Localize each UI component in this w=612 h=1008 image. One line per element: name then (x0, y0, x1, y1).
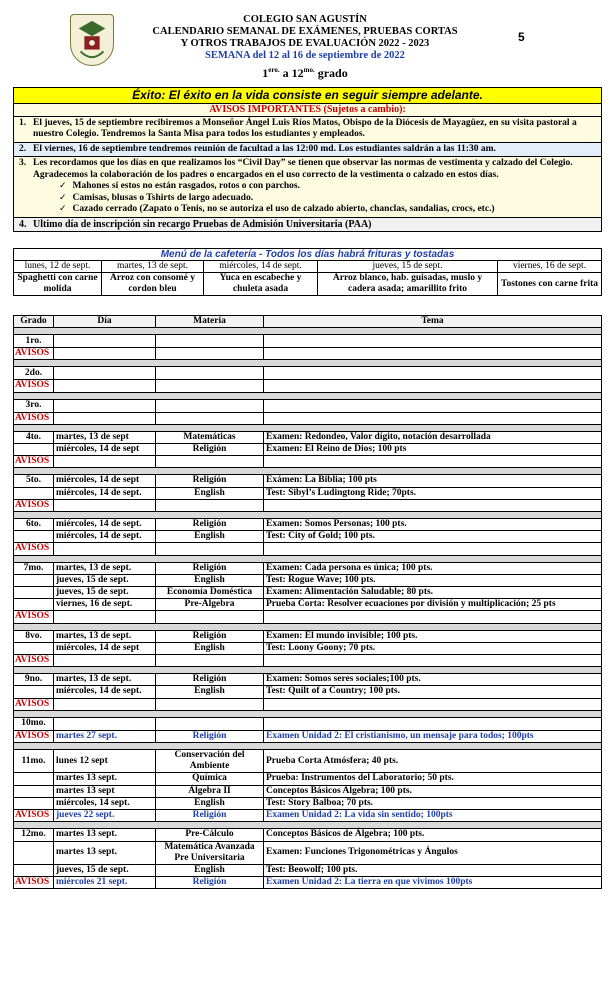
avisos-label: AVISOS (14, 348, 54, 360)
dia-cell (54, 367, 156, 380)
column-header-dia: Día (54, 316, 156, 328)
avisos-materia-cell (156, 655, 264, 667)
tema-cell: Prueba Corta: Resolver ecuaciones por división y multiplicación; 25 pts (264, 599, 602, 611)
avisos-row (14, 543, 602, 555)
avisos-row (14, 655, 602, 667)
grade-cell: 4to. (14, 431, 54, 443)
tema-cell: Test: Beowolf; 100 pts. (264, 864, 602, 876)
cafeteria-menu-table (13, 248, 602, 296)
announcements-title: AVISOS IMPORTANTES (Sujetos a cambio): (14, 104, 601, 117)
grade-cell (14, 531, 54, 543)
avisos-row (14, 348, 602, 360)
avisos-row (14, 877, 602, 889)
week-range: SEMANA del 12 al 16 de septiembre de 2022 (205, 50, 405, 61)
grade-cell (14, 864, 54, 876)
tema-cell: Examen: Alimentación Saludable; 80 pts. (264, 587, 602, 599)
grade-cell (14, 599, 54, 611)
avisos-tema-cell (264, 611, 602, 623)
dia-cell: jueves, 15 de sept. (54, 587, 156, 599)
tema-cell: Examen: Cada persona es única; 100 pts. (264, 562, 602, 574)
materia-cell: Religión (156, 562, 264, 574)
announcement-item: 3. Les recordamos que los días en que realizamos los “Civil Day” se tienen que observar las normas de vestimenta y calzado del Colegio. Agradecemos la colaboración de los padres o encargados en el uso correcto de la vestimenta o calzado en estos días. ✓ Mahones si estos no están rasgados, rotos o con parchos. ✓ Camisas, blusas o Tshirts de largo adecuado. ✓ Cazado cerrado (Zapato o Tenis, no se autoriza el uso de calzado abierto, chanclas, sandalias, crocs, etc.) (14, 157, 601, 218)
announcement-item: 4. Ultimo día de inscripción sin recargo Pruebas de Admisión Universitaria (PAA) (14, 218, 601, 232)
grade-cell: 7mo. (14, 562, 54, 574)
tema-cell: Examen: Somos Personas; 100 pts. (264, 519, 602, 531)
avisos-tema-cell (264, 412, 602, 424)
announcement-item: 2. El viernes, 16 de septiembre tendremos reunión de facultad a las 12:00 md. Los estudiantes saldrán a las 11:30 am. (14, 143, 601, 158)
tema-cell: Examen: El Reino de Dios; 100 pts (264, 444, 602, 456)
grade-cell (14, 642, 54, 654)
dia-cell: martes, 13 de sept. (54, 674, 156, 686)
grade-cell (14, 487, 54, 499)
avisos-row (14, 611, 602, 623)
materia-cell: Álgebra II (156, 785, 264, 797)
avisos-materia-cell (156, 611, 264, 623)
table-row (14, 562, 602, 574)
table-row (14, 686, 602, 698)
header-line-3: Y OTROS TRABAJOS DE EVALUACIÓN 2022 - 2023 (180, 38, 430, 49)
table-row (14, 431, 602, 443)
announcement-item: 1. El jueves, 15 de septiembre recibiremos a Monseñor Ángel Luis Ríos Matos, Obispo de la Diócesis de Mayagüez, en su visita pastoral a nuestro Colegio. Tendremos la Santa Misa para todos los estudiantes y empleados. (14, 117, 601, 143)
grade-separator (14, 822, 602, 829)
grade-cell (14, 686, 54, 698)
menu-meal: Yuca en escabeche y chuleta asada (204, 273, 318, 296)
table-row (14, 841, 602, 864)
grade-separator (14, 623, 602, 630)
table-row (14, 674, 602, 686)
materia-cell: Matemática Avanzada Pre Universitaria (156, 841, 264, 864)
grade-cell: 5to. (14, 475, 54, 487)
materia-cell: Religión (156, 444, 264, 456)
check-list-item: ✓ Mahones si estos no están rasgados, rotos o con parchos. (59, 181, 597, 193)
check-list-item: ✓ Cazado cerrado (Zapato o Tenis, no se autoriza el uso de calzado abierto, chanclas, sandalias, crocs, etc.) (59, 204, 597, 216)
avisos-tema-cell (264, 655, 602, 667)
crest-emblem-icon (71, 15, 113, 65)
avisos-tema-cell (264, 456, 602, 468)
avisos-label: AVISOS (14, 655, 54, 667)
avisos-dia-cell (54, 611, 156, 623)
grade-cell: 1ro. (14, 335, 54, 348)
grade-cell: 8vo. (14, 630, 54, 642)
table-row (14, 487, 602, 499)
dia-cell: viernes, 16 de sept. (54, 599, 156, 611)
avisos-row (14, 499, 602, 511)
avisos-row (14, 380, 602, 392)
tema-cell: Test: Rogue Wave; 100 pts. (264, 574, 602, 586)
tema-cell (264, 335, 602, 348)
avisos-tema-cell (264, 348, 602, 360)
tema-cell: Test: Loony Goony; 70 pts. (264, 642, 602, 654)
grade-cell: 9no. (14, 674, 54, 686)
dia-cell (54, 717, 156, 730)
materia-cell: Pre-Álgebra (156, 599, 264, 611)
materia-cell: Pre-Cálculo (156, 829, 264, 841)
grade-separator (14, 555, 602, 562)
materia-cell: Religión (156, 519, 264, 531)
grade-separator (14, 360, 602, 367)
materia-cell: English (156, 686, 264, 698)
grade-separator (14, 710, 602, 717)
grade-separator (14, 468, 602, 475)
avisos-tema-cell (264, 499, 602, 511)
tema-cell (264, 367, 602, 380)
grade-cell (14, 773, 54, 785)
tema-cell: Conceptos Básicos de Álgebra; 100 pts. (264, 829, 602, 841)
table-row (14, 773, 602, 785)
document-header (120, 14, 490, 79)
tema-cell: Examen: Somos seres sociales;100 pts. (264, 674, 602, 686)
avisos-label: AVISOS (14, 611, 54, 623)
materia-cell: Conservación del Ambiente (156, 750, 264, 773)
grade-cell: 12mo. (14, 829, 54, 841)
menu-meal: Arroz blanco, hab. guisadas, muslo y cadera asada; amarillito frito (318, 273, 498, 296)
materia-cell (156, 367, 264, 380)
avisos-row (14, 698, 602, 710)
avisos-tema-cell (264, 698, 602, 710)
avisos-row (14, 730, 602, 742)
grade-separator (14, 743, 602, 750)
materia-cell (156, 399, 264, 412)
table-row (14, 864, 602, 876)
materia-cell: English (156, 574, 264, 586)
table-row (14, 574, 602, 586)
tema-cell: Test: Sibyl’s Ludingtong Ride; 70pts. (264, 487, 602, 499)
materia-cell: Religión (156, 630, 264, 642)
dia-cell: martes, 13 de sept. (54, 630, 156, 642)
table-row (14, 642, 602, 654)
avisos-dia-cell: miércoles 21 sept. (54, 877, 156, 889)
dia-cell: martes 13 sept (54, 785, 156, 797)
dia-cell: miércoles, 14 de sept. (54, 519, 156, 531)
table-row (14, 367, 602, 380)
menu-day: miércoles, 14 de sept. (204, 261, 318, 273)
grade-separator (14, 667, 602, 674)
tema-cell: Prueba: Instrumentos del Laboratorio; 50 pts. (264, 773, 602, 785)
grade-cell (14, 797, 54, 809)
avisos-row (14, 412, 602, 424)
dia-cell: miércoles, 14 de sept (54, 475, 156, 487)
dia-cell: miércoles, 14 de sept (54, 642, 156, 654)
avisos-materia-cell (156, 456, 264, 468)
table-row (14, 587, 602, 599)
grade-cell (14, 841, 54, 864)
avisos-materia-cell (156, 348, 264, 360)
table-row (14, 717, 602, 730)
dia-cell: martes, 13 de sept (54, 431, 156, 443)
avisos-dia-cell (54, 380, 156, 392)
dia-cell: miércoles, 14 sept. (54, 797, 156, 809)
grade-range: $1^{ero.}$ a $12^{mo.}$ grado (262, 66, 348, 80)
avisos-label: AVISOS (14, 810, 54, 822)
table-row (14, 829, 602, 841)
table-row (14, 335, 602, 348)
avisos-label: AVISOS (14, 412, 54, 424)
column-header-grado: Grado (14, 316, 54, 328)
dia-cell: miércoles, 14 de sept. (54, 487, 156, 499)
page-number: 5 (518, 30, 525, 44)
avisos-label: AVISOS (14, 456, 54, 468)
dia-cell: martes 13 sept. (54, 841, 156, 864)
avisos-dia-cell: jueves 22 sept. (54, 810, 156, 822)
avisos-dia-cell (54, 456, 156, 468)
avisos-dia-cell (54, 655, 156, 667)
tema-cell: Exámen: La Biblia; 100 pts (264, 475, 602, 487)
announcements-box (13, 104, 602, 232)
avisos-dia-cell: martes 27 sept. (54, 730, 156, 742)
materia-cell: English (156, 797, 264, 809)
dia-cell: martes 13 sept. (54, 829, 156, 841)
avisos-materia-cell: Religión (156, 877, 264, 889)
dia-cell: miércoles, 14 de sept. (54, 686, 156, 698)
menu-day: viernes, 16 de sept. (498, 261, 602, 273)
avisos-materia-cell (156, 698, 264, 710)
avisos-label: AVISOS (14, 877, 54, 889)
grade-cell: 6to. (14, 519, 54, 531)
avisos-dia-cell (54, 412, 156, 424)
grade-separator (14, 392, 602, 399)
avisos-tema-cell (264, 543, 602, 555)
avisos-label: AVISOS (14, 730, 54, 742)
grade-separator (14, 512, 602, 519)
grade-cell (14, 574, 54, 586)
table-row (14, 750, 602, 773)
avisos-materia-cell (156, 380, 264, 392)
grade-separator (14, 424, 602, 431)
grade-cell: 11mo. (14, 750, 54, 773)
tema-cell: Test: Quilt of a Country; 100 pts. (264, 686, 602, 698)
dia-cell: miércoles, 14 de sept (54, 444, 156, 456)
avisos-dia-cell (54, 499, 156, 511)
avisos-materia-cell: Religión (156, 730, 264, 742)
menu-day: lunes, 12 de sept. (14, 261, 102, 273)
tema-cell: Examen: Redondeo, Valor dígito, notación desarrollada (264, 431, 602, 443)
avisos-tema-cell: Examen Unidad 2: La tierra en que vivimos 100pts (264, 877, 602, 889)
table-row (14, 599, 602, 611)
avisos-materia-cell (156, 543, 264, 555)
school-crest-logo (70, 14, 114, 66)
materia-cell: English (156, 531, 264, 543)
table-row (14, 399, 602, 412)
motto-banner: Éxito: El éxito en la vida consiste en seguir siempre adelante. (13, 87, 602, 104)
avisos-row (14, 456, 602, 468)
table-row (14, 444, 602, 456)
menu-meal: Arroz con consomé y cordon bleu (102, 273, 204, 296)
school-name: COLEGIO SAN AGUSTÍN (243, 14, 367, 25)
table-row (14, 785, 602, 797)
avisos-label: AVISOS (14, 380, 54, 392)
materia-cell: Matemáticas (156, 431, 264, 443)
grade-cell (14, 587, 54, 599)
avisos-dia-cell (54, 348, 156, 360)
grade-separator (14, 328, 602, 335)
materia-cell: Economía Doméstica (156, 587, 264, 599)
table-row (14, 797, 602, 809)
avisos-tema-cell: Examen Unidad 2: El cristianismo, un mensaje para todos; 100pts (264, 730, 602, 742)
materia-cell (156, 717, 264, 730)
tema-cell (264, 399, 602, 412)
grade-cell (14, 785, 54, 797)
column-header-tema: Tema (264, 316, 602, 328)
materia-cell: English (156, 642, 264, 654)
table-row (14, 630, 602, 642)
check-list-item: ✓ Camisas, blusas o Tshirts de largo adecuado. (59, 193, 597, 205)
avisos-dia-cell (54, 698, 156, 710)
dia-cell: martes, 13 de sept. (54, 562, 156, 574)
dia-cell: lunes 12 sept (54, 750, 156, 773)
materia-cell (156, 335, 264, 348)
grade-cell (14, 444, 54, 456)
materia-cell: English (156, 864, 264, 876)
tema-cell: Prueba Corta Atmósfera; 40 pts. (264, 750, 602, 773)
tema-cell: Examen: El mundo invisible; 100 pts. (264, 630, 602, 642)
avisos-label: AVISOS (14, 698, 54, 710)
tema-cell: Test: Story Balboa; 70 pts. (264, 797, 602, 809)
avisos-tema-cell (264, 380, 602, 392)
tema-cell (264, 717, 602, 730)
grade-cell: 3ro. (14, 399, 54, 412)
table-row (14, 475, 602, 487)
column-header-materia: Materia (156, 316, 264, 328)
avisos-row (14, 810, 602, 822)
materia-cell: Religión (156, 475, 264, 487)
avisos-tema-cell: Examen Unidad 2: La vida sin sentido; 100pts (264, 810, 602, 822)
avisos-materia-cell (156, 412, 264, 424)
menu-day: jueves, 15 de sept. (318, 261, 498, 273)
menu-meal: Spaghetti con carne molida (14, 273, 102, 296)
dia-cell: miércoles, 14 de sept. (54, 531, 156, 543)
menu-day: martes, 13 de sept. (102, 261, 204, 273)
grade-cell: 10mo. (14, 717, 54, 730)
evaluation-schedule-table (13, 315, 602, 889)
grade-cell: 2do. (14, 367, 54, 380)
menu-title: Menú de la cafetería - Todos los días habrá frituras y tostadas (14, 249, 602, 261)
table-row (14, 531, 602, 543)
dress-code-list (59, 181, 597, 216)
avisos-materia-cell: Religión (156, 810, 264, 822)
dia-cell: martes 13 sept. (54, 773, 156, 785)
tema-cell: Conceptos Básicos Algebra; 100 pts. (264, 785, 602, 797)
materia-cell: Religión (156, 674, 264, 686)
avisos-materia-cell (156, 499, 264, 511)
table-row (14, 519, 602, 531)
dia-cell (54, 399, 156, 412)
dia-cell: jueves, 15 de sept. (54, 574, 156, 586)
avisos-label: AVISOS (14, 543, 54, 555)
header-line-2: CALENDARIO SEMANAL DE EXÁMENES, PRUEBAS CORTAS (152, 26, 458, 37)
tema-cell: Examen: Funciones Trigonométricas y Ángulos (264, 841, 602, 864)
avisos-dia-cell (54, 543, 156, 555)
dia-cell: jueves, 15 de sept. (54, 864, 156, 876)
avisos-label: AVISOS (14, 499, 54, 511)
tema-cell: Test: City of Gold; 100 pts. (264, 531, 602, 543)
materia-cell: English (156, 487, 264, 499)
dia-cell (54, 335, 156, 348)
menu-meal: Tostones con carne frita (498, 273, 602, 296)
materia-cell: Química (156, 773, 264, 785)
